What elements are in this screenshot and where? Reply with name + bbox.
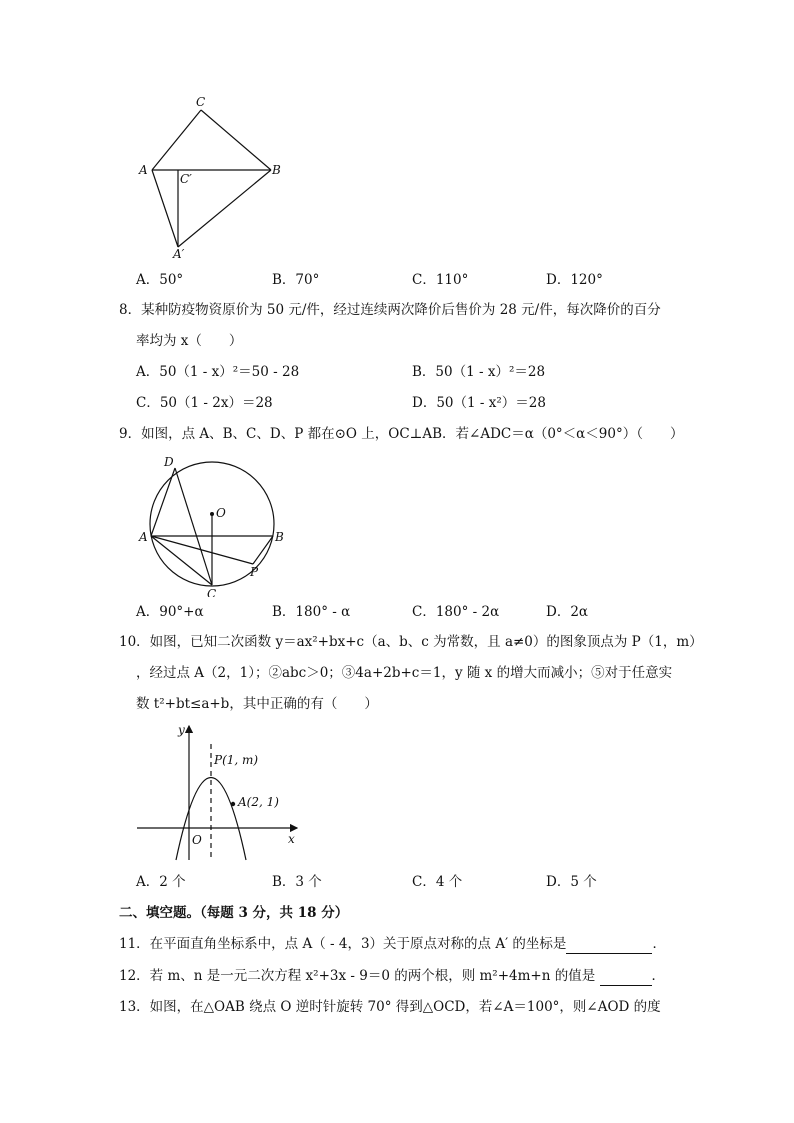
q7-option-d: D．120° xyxy=(546,272,603,288)
q9-label-p: P xyxy=(250,565,259,579)
section-2-title: 二、填空题。（每题 3 分，共 18 分） xyxy=(119,905,349,921)
q10-label-a: A(2, 1) xyxy=(238,795,279,809)
q9-option-d: D．2α xyxy=(546,604,589,620)
q10-label-o: O xyxy=(192,833,202,847)
q10-figure xyxy=(135,720,310,868)
q12-answer-blank[interactable] xyxy=(600,971,652,986)
q8-stem-line2: 率均为 x（ ） xyxy=(136,333,243,349)
q9-label-c: C xyxy=(207,587,217,597)
q9-label-d: D xyxy=(164,455,174,469)
q7-label-c: C xyxy=(196,95,206,109)
q7-label-b: B xyxy=(272,163,281,177)
q7-option-c: C．110° xyxy=(412,272,469,288)
q9-option-c: C．180° - 2α xyxy=(412,604,500,620)
q10-option-c: C．4 个 xyxy=(412,874,463,890)
q11-end: ． xyxy=(652,936,666,952)
q11-row xyxy=(119,934,666,954)
q7-label-aprime: A′ xyxy=(173,247,185,261)
q7-option-b: B．70° xyxy=(272,272,320,288)
q10-option-b: B．3 个 xyxy=(272,874,322,890)
q12-stem: 12．若 m、n 是一元二次方程 x²+3x - 9＝0 的两个根，则 m²+4m+n 的值是 xyxy=(119,968,596,984)
q8-option-c: C．50（1 - 2x）＝28 xyxy=(136,395,273,411)
q8-option-b: B．50（1 - x）²＝28 xyxy=(412,364,546,380)
q12-row xyxy=(119,966,665,986)
q11-stem: 11．在平面直角坐标系中，点 A（ - 4，3）关于原点对称的点 A′ 的坐标是 xyxy=(119,936,567,952)
q10-option-d: D．5 个 xyxy=(546,874,597,890)
q10-option-a: A．2 个 xyxy=(136,874,186,890)
q7-seg-aap xyxy=(152,170,178,247)
q7-figure xyxy=(135,92,295,262)
q10-label-y: y xyxy=(178,723,185,737)
q9-label-a: A xyxy=(139,530,148,544)
q7-seg-apb xyxy=(178,170,271,247)
q8-stem-line1: 8．某种防疫物资原价为 50 元/件，经过连续两次降价后售价为 28 元/件，每次降价的百分 xyxy=(119,302,661,318)
q10-stem-line2: ，经过点 A（2，1）；②abc＞0；③4a+2b+c＝1，y 随 x 的增大而减小；⑤对于任意实 xyxy=(136,665,673,681)
q10-stem-line3: 数 t²+bt≤a+b，其中正确的有（ ） xyxy=(136,696,378,712)
q10-label-x: x xyxy=(288,832,295,846)
q7-label-a: A xyxy=(139,163,148,177)
q9-label-o: O xyxy=(216,506,226,520)
q9-seg-dc xyxy=(175,468,212,585)
q9-label-b: B xyxy=(275,530,284,544)
q7-option-a: A．50° xyxy=(136,272,184,288)
q11-answer-blank[interactable] xyxy=(566,939,652,954)
q9-figure xyxy=(135,452,295,597)
q9-option-b: B．180° - α xyxy=(272,604,351,620)
q13-stem-line1: 13．如图，在△OAB 绕点 O 逆时针旋转 70° 得到△OCD，若∠A＝100°，则∠AOD 的度 xyxy=(119,999,661,1015)
q8-option-d: D．50（1 - x²）＝28 xyxy=(412,395,546,411)
q10-label-p: P(1, m) xyxy=(214,753,259,767)
q9-seg-ap xyxy=(151,536,253,564)
q10-point-a xyxy=(231,802,235,806)
q7-seg-cb xyxy=(201,110,271,170)
q9-stem-line1: 9．如图，点 A、B、C、D、P 都在⊙O 上，OC⊥AB．若∠ADC＝α（0°＜α＜90°）（ ） xyxy=(119,426,684,442)
q7-seg-ac xyxy=(152,110,201,170)
q8-option-a: A．50（1 - x）²＝50 - 28 xyxy=(136,364,300,380)
q12-end: ． xyxy=(651,968,666,984)
q9-option-a: A．90°+α xyxy=(136,604,204,620)
q9-center-dot xyxy=(210,512,214,516)
q10-stem-line1: 10．如图，已知二次函数 y＝ax²+bx+c（a、b、c 为常数，且 a≠0）的图象顶点为 P（1，m） xyxy=(119,634,703,650)
q7-label-cprime: C′ xyxy=(180,172,192,186)
